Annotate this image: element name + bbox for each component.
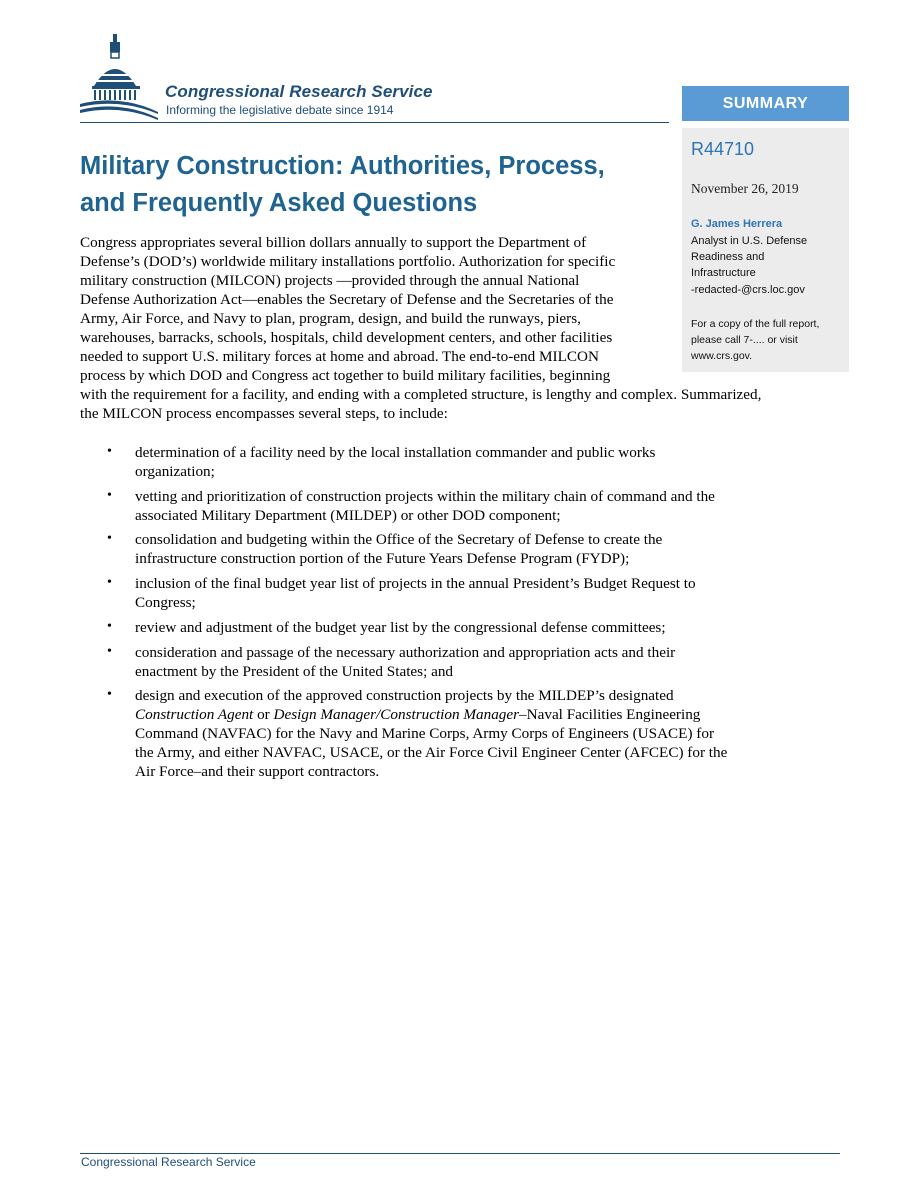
org-tagline: Informing the legislative debate since 1914 (166, 103, 394, 117)
body-line: needed to support U.S. military forces at home and abroad. The end-to-end MILCON (80, 348, 599, 365)
capitol-dome-icon (80, 34, 162, 122)
org-name: Congressional Research Service (165, 82, 433, 101)
list-item: inclusion of the final budget year list of projects in the annual President’s Budget Request to (135, 575, 696, 592)
author-email[interactable]: -redacted-@crs.loc.gov (691, 284, 805, 296)
list-item: consolidation and budgeting within the Office of the Secretary of Defense to create the (135, 531, 663, 548)
author-name: G. James Herrera (691, 218, 783, 230)
crs-logo (80, 34, 480, 124)
header-rule (80, 122, 669, 123)
body-line: warehouses, barracks, schools, hospitals, child development centers, and other facilities (80, 329, 613, 346)
list-item: associated Military Department (MILDEP) or other DOD component; (135, 507, 561, 524)
crs-website-link[interactable]: www.crs.gov. (691, 350, 753, 362)
design-manager-term: Design Manager/Construction Manager (273, 706, 520, 723)
body-line: with the requirement for a facility, and ending with a completed structure, is lengthy and complex. Summarized, (80, 386, 762, 403)
body-line: Army, Air Force, and Navy to plan, program, design, and build the runways, piers, (80, 310, 581, 327)
author-title-line: Analyst in U.S. Defense (691, 235, 808, 247)
report-title-line: and Frequently Asked Questions (80, 189, 478, 217)
footer-text: Congressional Research Service (81, 1155, 256, 1169)
bullet-icon: • (107, 444, 112, 459)
copy-note-line: please call 7-.... or visit (691, 334, 798, 346)
footer-rule (80, 1153, 840, 1154)
list-item: design and execution of the approved construction projects by the MILDEP’s designated (135, 687, 674, 704)
report-id: R44710 (691, 139, 755, 159)
copy-note-line: For a copy of the full report, (691, 318, 820, 330)
bullet-icon: • (107, 687, 112, 702)
bullet-icon: • (107, 644, 112, 659)
summary-header: SUMMARY (682, 86, 849, 121)
or-text: or (253, 706, 274, 723)
list-item: vetting and prioritization of construction projects within the military chain of command and the (135, 488, 715, 505)
list-item: the Army, and either NAVFAC, USACE, or the Air Force Civil Engineer Center (AFCEC) for the (135, 744, 728, 761)
author-title-line: Infrastructure (691, 267, 756, 279)
construction-agent-term: Construction Agent (135, 706, 254, 723)
report-title-line: Military Construction: Authorities, Process, (80, 152, 605, 180)
body-line: military construction (MILCON) projects ―provided through the annual National (80, 272, 580, 289)
body-line: Congress appropriates several billion dollars annually to support the Department of (80, 234, 587, 251)
list-item: enactment by the President of the United States; and (135, 663, 454, 680)
report-date: November 26, 2019 (691, 181, 799, 196)
body-line: process by which DOD and Congress act together to build military facilities, beginning (80, 367, 611, 384)
body-line: Defense’s (DOD’s) worldwide military installations portfolio. Authorization for specific (80, 253, 616, 270)
bullet-icon: • (107, 531, 112, 546)
list-item: infrastructure construction portion of the Future Years Defense Program (FYDP); (135, 550, 630, 567)
bullet-icon: • (107, 619, 112, 634)
body-line: the MILCON process encompasses several steps, to include: (80, 405, 448, 422)
body-line: Defense Authorization Act―enables the Secretary of Defense and the Secretaries of the (80, 291, 614, 308)
list-item: Congress; (135, 594, 196, 611)
list-item: organization; (135, 463, 215, 480)
author-title-line: Readiness and (691, 251, 765, 263)
list-item: Command (NAVFAC) for the Navy and Marine Corps, Army Corps of Engineers (USACE) for (135, 725, 715, 742)
list-item: Air Force–and their support contractors. (135, 763, 380, 780)
bullet-icon: • (107, 488, 112, 503)
list-item: determination of a facility need by the local installation commander and public works (135, 444, 656, 461)
list-item: consideration and passage of the necessary authorization and appropriation acts and their (135, 644, 676, 661)
navfac-text: –Naval Facilities Engineering (519, 706, 701, 723)
bullet-icon: • (107, 575, 112, 590)
list-item (135, 705, 700, 724)
list-item: review and adjustment of the budget year list by the congressional defense committees; (135, 619, 666, 636)
